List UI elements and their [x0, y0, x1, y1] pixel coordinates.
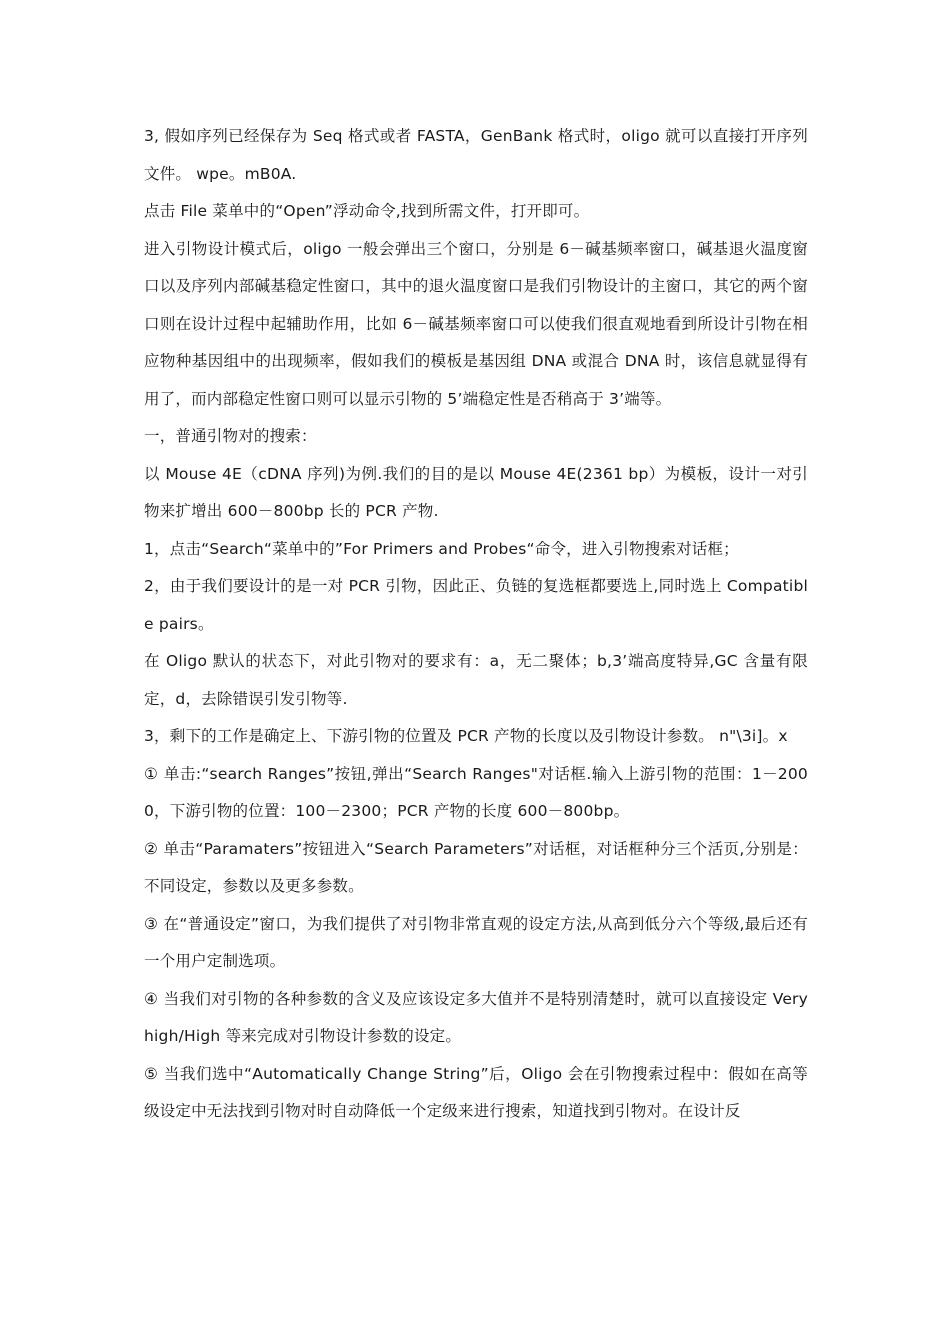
substep-3-general-settings: ③ 在“普通设定”窗口，为我们提供了对引物非常直观的设定方法,从高到低分六个等级,最后还有一个用户定制选项。	[144, 914, 808, 970]
substep-1-search-ranges: ① 单击:“search Ranges”按钮,弹出“Search Ranges"对话框.输入上游引物的范围：1－2000，下游引物的位置：100－2300；PCR 产物的长度 600－800bp。	[144, 764, 808, 820]
paragraph-oligo-open-formats: 3, 假如序列已经保存为 Seq 格式或者 FASTA，GenBank 格式时，oligo 就可以直接打开序列文件。 wpe。mB0A.	[144, 127, 808, 183]
step-3-positions: 3，剩下的工作是确定上、下游引物的位置及 PCR 产物的长度以及引物设计参数。 n"\3i]。x	[144, 727, 788, 745]
section-heading-primer-search: 一，普通引物对的搜索：	[144, 427, 317, 445]
substep-5-auto-change: ⑤ 当我们选中“Automatically Change String”后，Oligo 会在引物搜索过程中：假如在高等级设定中无法找到引物对时自动降低一个定级来进行搜索，知道找到引物对。在设计反	[144, 1064, 808, 1120]
step-2-checkboxes: 2，由于我们要设计的是一对 PCR 引物，因此正、负链的复选框都要选上,同时选上 Compatible pairs。	[144, 577, 808, 633]
paragraph-default-requirements: 在 Oligo 默认的状态下，对此引物对的要求有：a，无二聚体；b,3’端高度特异,GC 含量有限定，d，去除错误引发引物等.	[144, 652, 808, 708]
substep-4-very-high: ④ 当我们对引物的各种参数的含义及应该设定多大值并不是特别清楚时，就可以直接设定 Very high/High 等来完成对引物设计参数的设定。	[144, 989, 808, 1045]
document-body	[144, 118, 808, 1131]
paragraph-mouse-4e-example: 以 Mouse 4E（cDNA 序列)为例.我们的目的是以 Mouse 4E(2361 bp）为模板，设计一对引物来扩增出 600－800bp 长的 PCR 产物.	[144, 464, 808, 520]
paragraph-design-windows: 进入引物设计模式后，oligo 一般会弹出三个窗口，分别是 6－碱基频率窗口，碱基退火温度窗口以及序列内部碱基稳定性窗口，其中的退火温度窗口是我们引物设计的主窗口，其它的两个窗口则在设计过程中起辅助作用，比如 6－碱基频率窗口可以使我们很直观地看到所设计引物在相应物种基因组中的出现频率，假如我们的模板是基因组 DNA 或混合 DNA 时，该信息就显得有用了，而内部稳定性窗口则可以显示引物的 5’端稳定性是否稍高于 3’端等。	[144, 239, 808, 408]
substep-2-parameters: ② 单击“Paramaters”按钮进入“Search Parameters”对话框，对话框种分三个活页,分别是：不同设定，参数以及更多参数。	[144, 839, 808, 895]
step-1-search-menu: 1，点击“Search“菜单中的”For Primers and Probes“命令，进入引物搜索对话框；	[144, 539, 739, 558]
paragraph-file-open: 点击 File 菜单中的“Open”浮动命令,找到所需文件，打开即可。	[144, 202, 590, 220]
